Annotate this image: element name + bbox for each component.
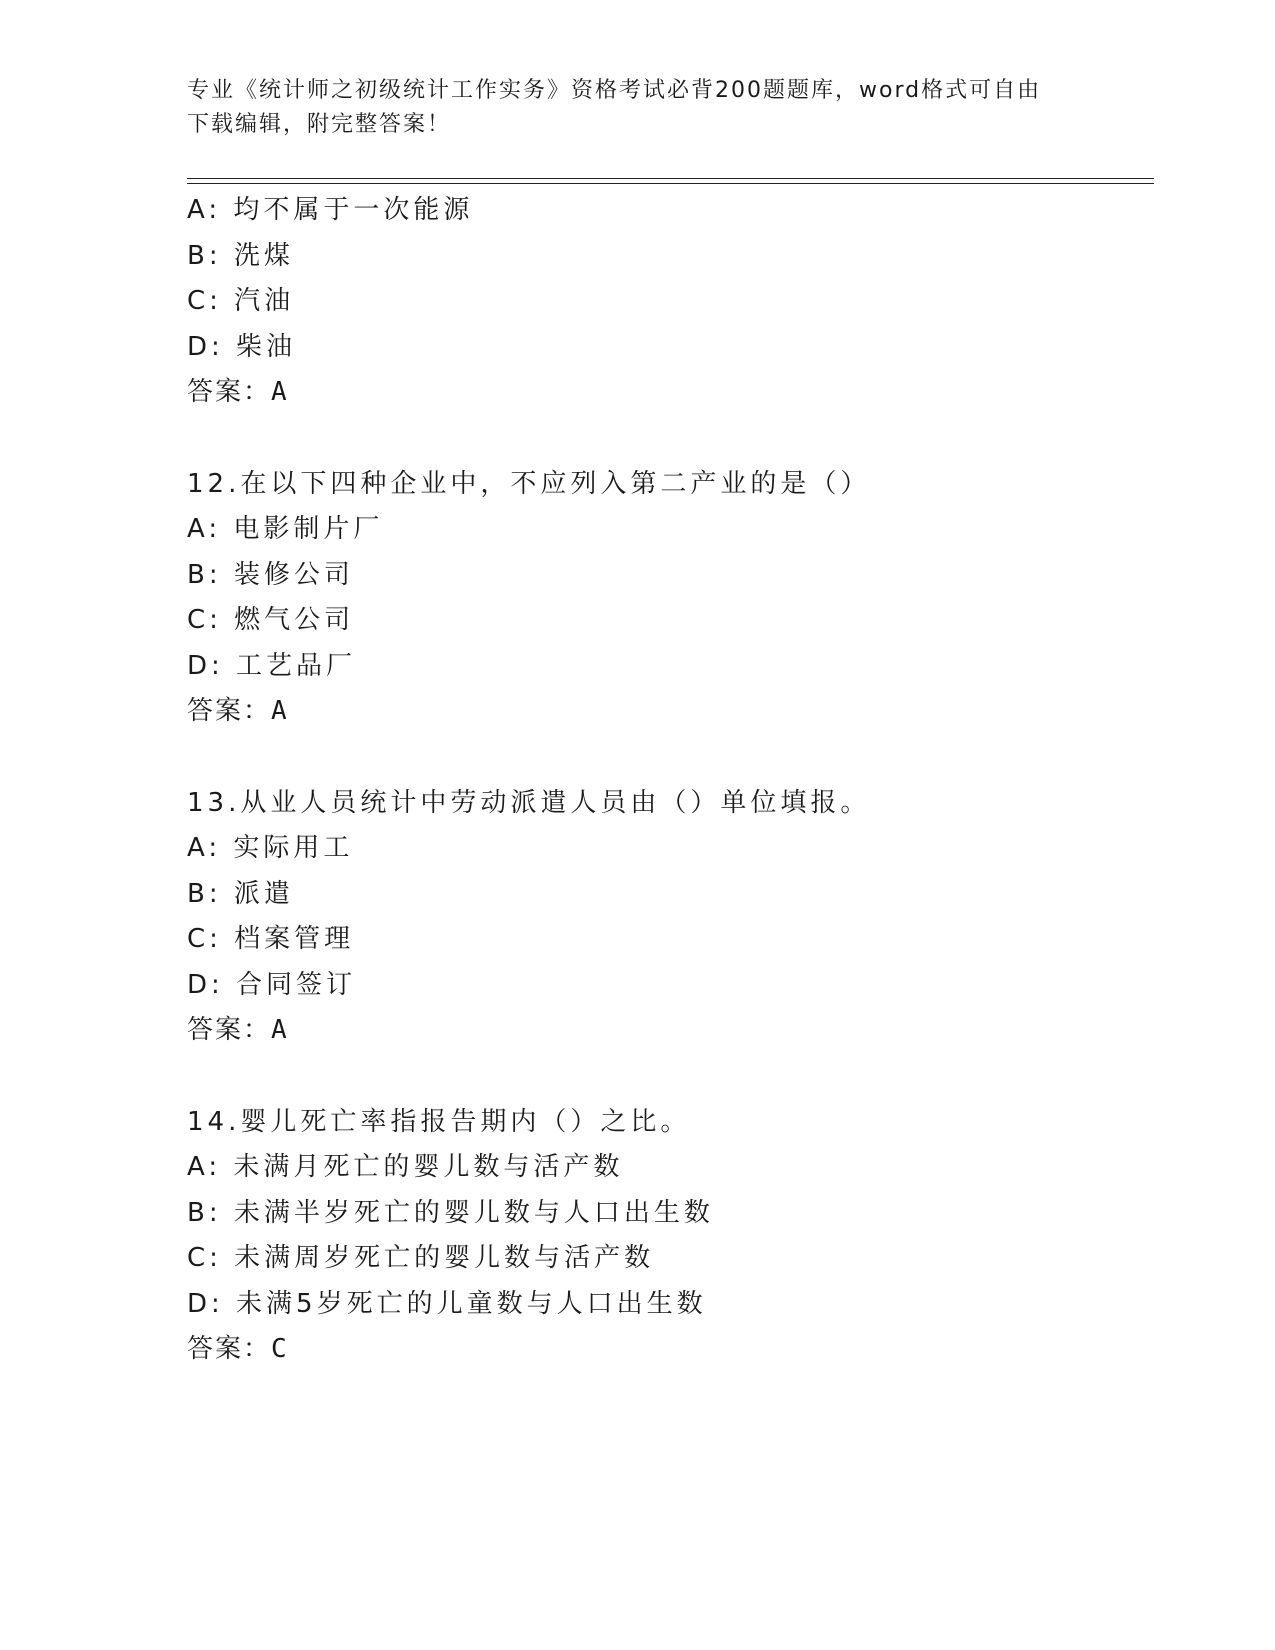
question-list <box>187 188 1147 1373</box>
answer-label: 答案： <box>187 696 272 726</box>
question-block <box>187 462 1147 735</box>
header-divider-bottom <box>187 183 1154 184</box>
answer-label: 答案： <box>187 1334 272 1364</box>
answer-line <box>187 689 1147 735</box>
answer-value: A <box>271 696 289 726</box>
option-a: A: 未满月死亡的婴儿数与活产数 <box>187 1152 624 1182</box>
question-text: 14.婴儿死亡率指报告期内（）之比。 <box>187 1106 691 1137</box>
block-spacer <box>187 1054 1147 1100</box>
question-block <box>187 188 1147 416</box>
option-c: C: 汽油 <box>187 286 295 316</box>
answer-line <box>187 1008 1147 1054</box>
option-d: D: 工艺品厂 <box>187 650 357 681</box>
answer-value: C <box>271 1334 289 1364</box>
option-c: C: 未满周岁死亡的婴儿数与活产数 <box>187 1243 655 1273</box>
answer-value: A <box>271 1015 289 1045</box>
option-a: A: 均不属于一次能源 <box>187 195 474 225</box>
block-spacer <box>187 416 1147 462</box>
option-b: B: 未满半岁死亡的婴儿数与人口出生数 <box>187 1197 714 1228</box>
option-a: A: 电影制片厂 <box>187 514 384 544</box>
option-b: B: 派遣 <box>187 878 294 909</box>
question-text: 12.在以下四种企业中，不应列入第二产业的是（） <box>187 468 871 499</box>
answer-line <box>187 370 1147 416</box>
header-divider-top <box>187 178 1154 179</box>
option-b: B: 装修公司 <box>187 559 354 590</box>
option-b: B: 洗煤 <box>187 240 294 271</box>
question-text: 13.从业人员统计中劳动派遣人员由（）单位填报。 <box>187 787 871 818</box>
option-c: C: 燃气公司 <box>187 605 355 635</box>
block-spacer <box>187 735 1147 781</box>
header-line-2: 下载编辑，附完整答案！ <box>187 112 452 137</box>
question-block <box>187 781 1147 1054</box>
option-d: D: 柴油 <box>187 331 297 362</box>
option-c: C: 档案管理 <box>187 924 355 954</box>
option-d: D: 合同签订 <box>187 969 357 1000</box>
answer-value: A <box>271 377 289 407</box>
answer-label: 答案： <box>187 1015 272 1045</box>
header-line-1: 专业《统计师之初级统计工作实务》资格考试必背200题题库，word格式可自由 <box>187 78 1042 103</box>
document-header <box>187 74 1087 142</box>
question-block <box>187 1100 1147 1373</box>
option-d: D: 未满5岁死亡的儿童数与人口出生数 <box>187 1288 707 1319</box>
answer-line <box>187 1327 1147 1373</box>
answer-label: 答案： <box>187 377 272 407</box>
option-a: A: 实际用工 <box>187 833 354 863</box>
